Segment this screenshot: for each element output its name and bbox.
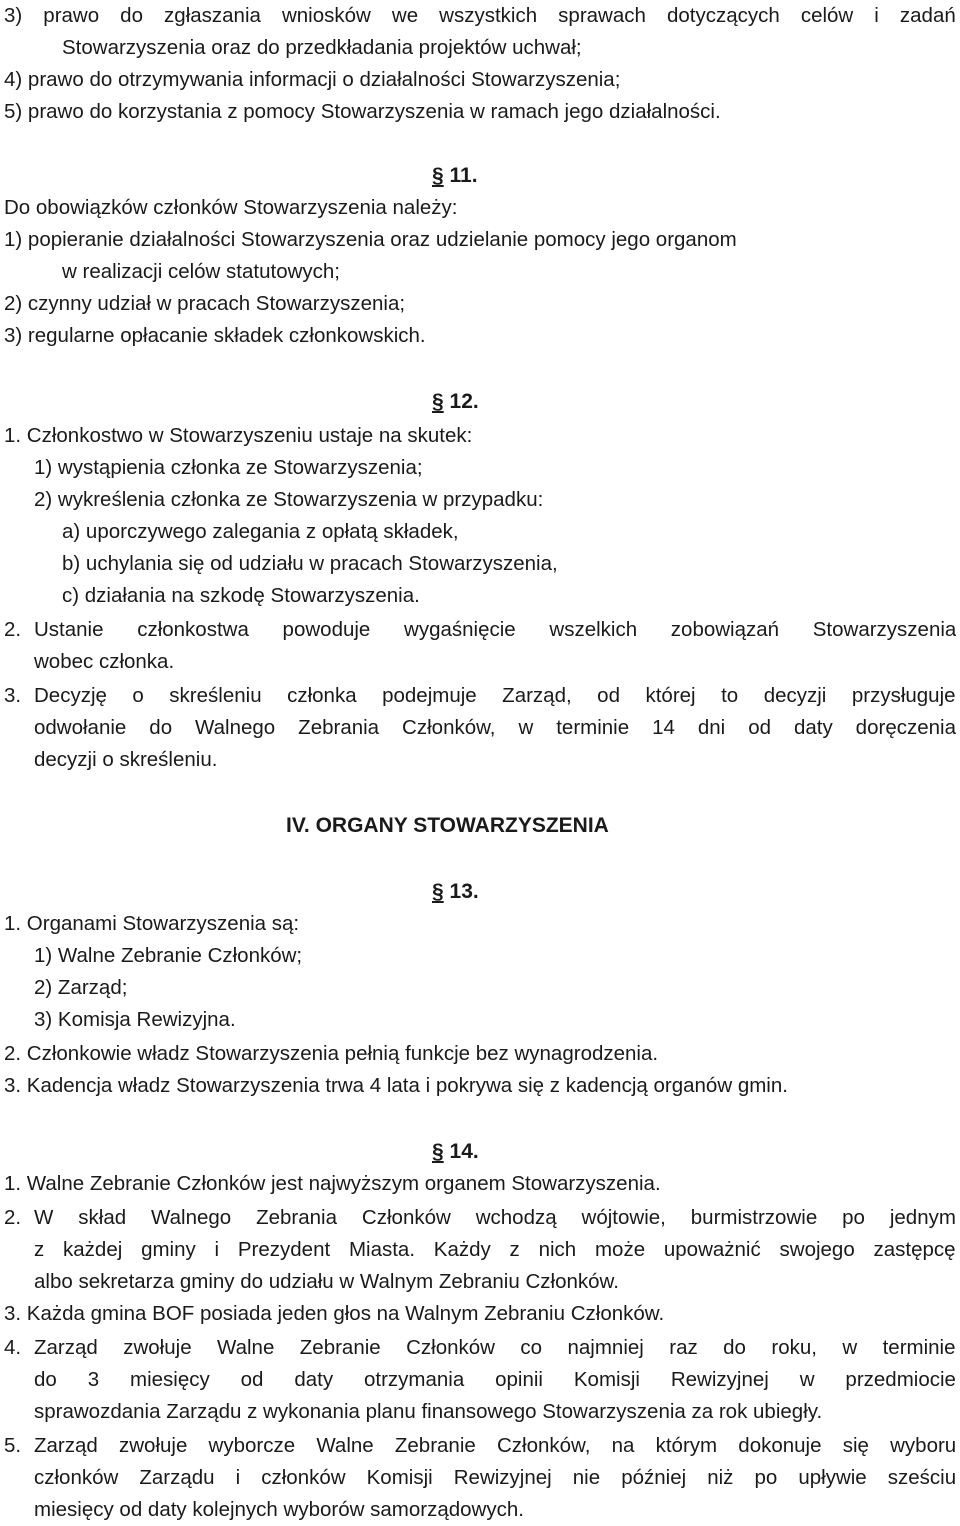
text-line: 3. [4, 684, 22, 707]
section-heading [432, 160, 478, 192]
text-line: 3) prawo do zgłaszania wniosków we wszystkich sprawach dotyczących celów i zadań [4, 4, 956, 27]
text-line: 1. Walne Zebranie Członków jest najwyższym organem Stowarzyszenia. [4, 1172, 661, 1195]
text-line: 2. Członkowie władz Stowarzyszenia pełnią funkcje bez wynagrodzenia. [4, 1042, 659, 1065]
section-heading [432, 876, 479, 908]
text-line: do 3 miesięcy od daty otrzymania opinii Komisji Rewizyjnej w przedmiocie [34, 1368, 956, 1391]
text-line: Ustanie członkostwa powoduje wygaśnięcie wszelkich zobowiązań Stowarzyszenia [34, 618, 956, 641]
text-line: 1) Walne Zebranie Członków; [34, 944, 303, 967]
text-line: w realizacji celów statutowych; [62, 260, 340, 283]
text-line: 3. Kadencja władz Stowarzyszenia trwa 4 lata i pokrywa się z kadencją organów gmin. [4, 1074, 788, 1097]
text-line: Zarząd zwołuje wyborcze Walne Zebranie Członków, na którym dokonuje się wyboru [34, 1434, 956, 1457]
text-line: 1. Członkostwo w Stowarzyszeniu ustaje na skutek: [4, 424, 473, 447]
text-line: 3) Komisja Rewizyjna. [34, 1008, 236, 1031]
text-line: a) uporczywego zalegania z opłatą składek, [62, 520, 459, 543]
text-line [4, 224, 956, 256]
text-line: z każdej gminy i Prezydent Miasta. Każdy z nich może upoważnić swojego zastępcę [34, 1238, 956, 1261]
section-number: 14. [449, 1140, 479, 1163]
text-line: c) działania na szkodę Stowarzyszenia. [62, 584, 420, 607]
paragraph-sign: § [432, 164, 444, 187]
section-heading [432, 386, 479, 418]
text-line: 2. [4, 618, 22, 641]
text-line: miesięcy od daty kolejnych wyborów samorządowych. [34, 1498, 524, 1521]
text-line: Zarząd zwołuje Walne Zebranie Członków co najmniej raz do roku, w terminie [34, 1336, 956, 1359]
paragraph-sign: § [432, 1140, 444, 1163]
text-line: członków Zarządu i członków Komisji Rewizyjnej nie później niż po upływie sześciu [34, 1466, 956, 1489]
text-line: 2) Zarząd; [34, 976, 128, 999]
text-line: Do obowiązków członków Stowarzyszenia należy: [4, 196, 458, 219]
chapter-heading: IV. ORGANY STOWARZYSZENIA [286, 814, 609, 837]
text-line: Decyzję o skreśleniu członka podejmuje Zarząd, od której to decyzji przysługuje [34, 684, 956, 707]
paragraph-sign: § [432, 880, 444, 903]
section-number: 11. [449, 164, 478, 187]
text-line: sprawozdania Zarządu z wykonania planu finansowego Stowarzyszenia za rok ubiegły. [34, 1400, 823, 1423]
text-line: 2) wykreślenia członka ze Stowarzyszenia w przypadku: [34, 488, 544, 511]
text-line: wobec członka. [34, 650, 175, 673]
text-line: 2. [4, 1206, 22, 1229]
text-line: 4. [4, 1336, 22, 1359]
text-line: odwołanie do Walnego Zebrania Członków, w terminie 14 dni od daty doręczenia [34, 716, 956, 739]
text-line: decyzji o skreśleniu. [34, 748, 218, 771]
text-line: Stowarzyszenia oraz do przedkładania projektów uchwał; [62, 36, 582, 59]
section-heading [432, 1136, 479, 1168]
paragraph-sign: § [432, 390, 444, 413]
text-span: 1) popieranie działalności Stowarzyszenia oraz udzielanie pomocy jego organom [4, 228, 737, 251]
text-line: 3) regularne opłacanie składek członkowskich. [4, 324, 426, 347]
text-line: b) uchylania się od udziału w pracach Stowarzyszenia, [62, 552, 558, 575]
text-line: 1. Organami Stowarzyszenia są: [4, 912, 300, 935]
section-number: 12. [449, 390, 479, 413]
text-line: 3. Każda gmina BOF posiada jeden głos na Walnym Zebraniu Członków. [4, 1302, 665, 1325]
text-line: 2) czynny udział w pracach Stowarzyszenia; [4, 292, 406, 315]
text-line: W skład Walnego Zebrania Członków wchodzą wójtowie, burmistrzowie po jednym [34, 1206, 956, 1229]
section-number: 13. [449, 880, 479, 903]
text-line: 4) prawo do otrzymywania informacji o działalności Stowarzyszenia; [4, 68, 621, 91]
text-line: albo sekretarza gminy do udziału w Walnym Zebraniu Członków. [34, 1270, 619, 1293]
text-line: 5) prawo do korzystania z pomocy Stowarzyszenia w ramach jego działalności. [4, 100, 721, 123]
text-line: 1) wystąpienia członka ze Stowarzyszenia; [34, 456, 423, 479]
text-line: 5. [4, 1434, 22, 1457]
